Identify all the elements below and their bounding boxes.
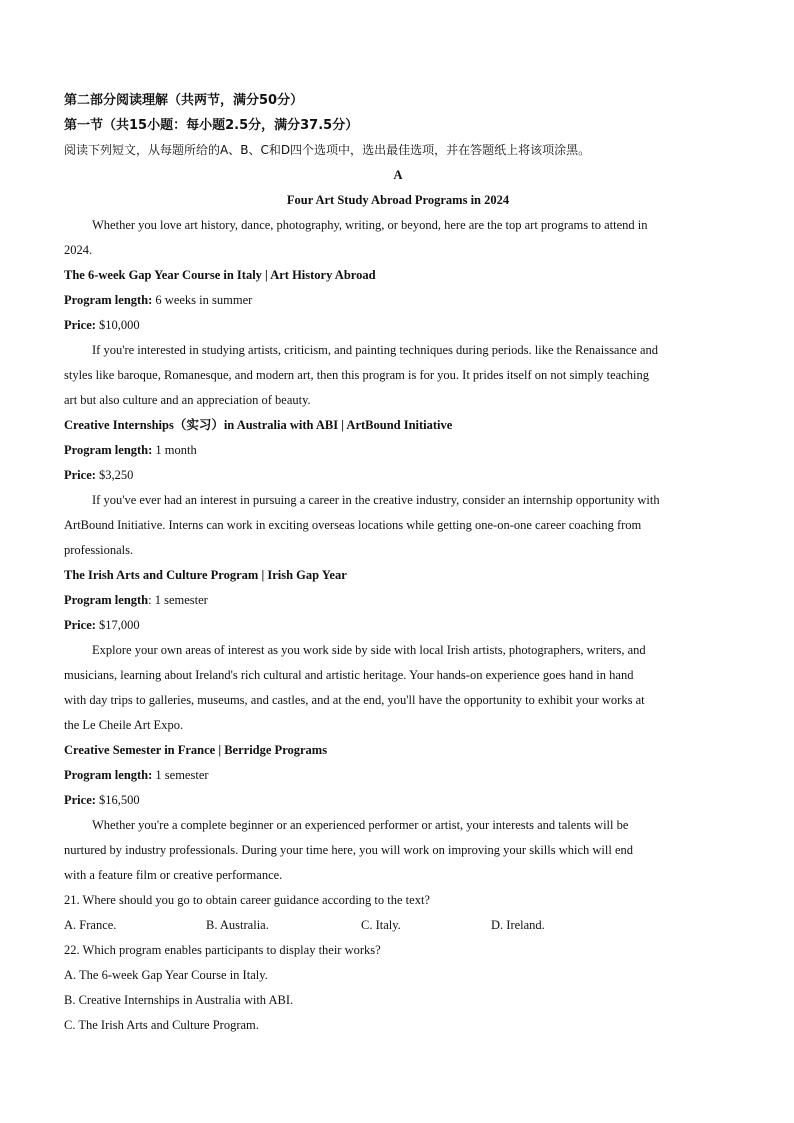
length-value: : 1 semester	[148, 593, 208, 607]
program-desc-line: Whether you're a complete beginner or an experienced performer or artist, your interests and talents will be	[92, 818, 629, 832]
program-desc-line: professionals.	[64, 543, 134, 557]
question-stem: 21. Where should you go to obtain career guidance according to the text?	[64, 893, 430, 907]
intro-line: 2024.	[64, 243, 93, 257]
program-length	[64, 763, 732, 788]
program-desc-line: Explore your own areas of interest as you work side by side with local Irish artists, photographers, writers, and	[92, 643, 646, 657]
part-title: 第二部分阅读理解（共两节，满分50分）	[64, 93, 304, 108]
intro-line: Whether you love art history, dance, photography, writing, or beyond, here are the top art programs to attend in	[92, 218, 648, 232]
section-title: 第一节（共15小题：每小题2.5分，满分37.5分）	[64, 118, 359, 133]
length-label: Program length:	[64, 768, 153, 782]
option-d[interactable]: D. Ireland.	[491, 918, 545, 932]
option-a[interactable]: A. France.	[64, 918, 117, 932]
program-desc-line: with a feature film or creative performance.	[64, 868, 283, 882]
program-price	[64, 313, 732, 338]
option-c[interactable]: C. The Irish Arts and Culture Program.	[64, 1018, 259, 1032]
program-desc-line: If you've ever had an interest in pursuing a career in the creative industry, consider an internship opportunity with	[92, 493, 660, 507]
program-name: Creative Semester in France | Berridge Programs	[64, 743, 328, 757]
price-label: Price:	[64, 793, 96, 807]
program-desc-line: ArtBound Initiative. Interns can work in exciting overseas locations while getting one-on-one career coaching from	[64, 518, 642, 532]
program-desc-line: the Le Cheile Art Expo.	[64, 718, 184, 732]
program-desc-line: art but also culture and an appreciation of beauty.	[64, 393, 311, 407]
passage-title: Four Art Study Abroad Programs in 2024	[286, 193, 510, 207]
program-length	[64, 438, 732, 463]
program-name: The 6-week Gap Year Course in Italy | Art History Abroad	[64, 268, 376, 282]
price-label: Price:	[64, 318, 96, 332]
price-value: $17,000	[95, 618, 140, 632]
program-name: The Irish Arts and Culture Program | Irish Gap Year	[64, 568, 347, 582]
document-page	[64, 88, 732, 1038]
program-price	[64, 613, 732, 638]
length-label: Program length	[64, 593, 149, 607]
price-label: Price:	[64, 618, 96, 632]
length-value: 1 month	[152, 443, 197, 457]
question-stem: 22. Which program enables participants to display their works?	[64, 943, 381, 957]
program-desc-line: styles like baroque, Romanesque, and modern art, then this program is for you. It prides itself on not simply teaching	[64, 368, 649, 382]
option-b[interactable]: B. Australia.	[206, 918, 269, 932]
program-length	[64, 588, 732, 613]
passage-letter: A	[393, 168, 403, 182]
program-desc-line: with day trips to galleries, museums, and castles, and at the end, you'll have the opportunity to exhibit your works at	[64, 693, 645, 707]
price-value: $3,250	[95, 468, 134, 482]
length-value: 1 semester	[152, 768, 209, 782]
program-desc-line: musicians, learning about Ireland's rich cultural and artistic heritage. Your hands-on experience goes hand in hand	[64, 668, 634, 682]
length-label: Program length:	[64, 443, 153, 457]
program-length	[64, 288, 732, 313]
option-b[interactable]: B. Creative Internships in Australia with ABI.	[64, 993, 294, 1007]
option-c[interactable]: C. Italy.	[361, 918, 401, 932]
price-value: $10,000	[95, 318, 140, 332]
length-value: 6 weeks in summer	[152, 293, 253, 307]
price-value: $16,500	[95, 793, 140, 807]
program-price	[64, 463, 732, 488]
program-price	[64, 788, 732, 813]
question-options	[64, 913, 732, 938]
price-label: Price:	[64, 468, 96, 482]
length-label: Program length:	[64, 293, 153, 307]
program-desc-line: If you're interested in studying artists, criticism, and painting techniques during periods. like the Renaissance and	[92, 343, 659, 357]
program-name: Creative Internships（实习）in Australia with ABI | ArtBound Initiative	[64, 418, 453, 432]
instructions: 阅读下列短文，从每题所给的A、B、C和D四个选项中，选出最佳选项，并在答题纸上将该项涂黑。	[64, 143, 591, 157]
program-desc-line: nurtured by industry professionals. During your time here, you will work on improving your skills which will end	[64, 843, 634, 857]
option-a[interactable]: A. The 6-week Gap Year Course in Italy.	[64, 968, 268, 982]
